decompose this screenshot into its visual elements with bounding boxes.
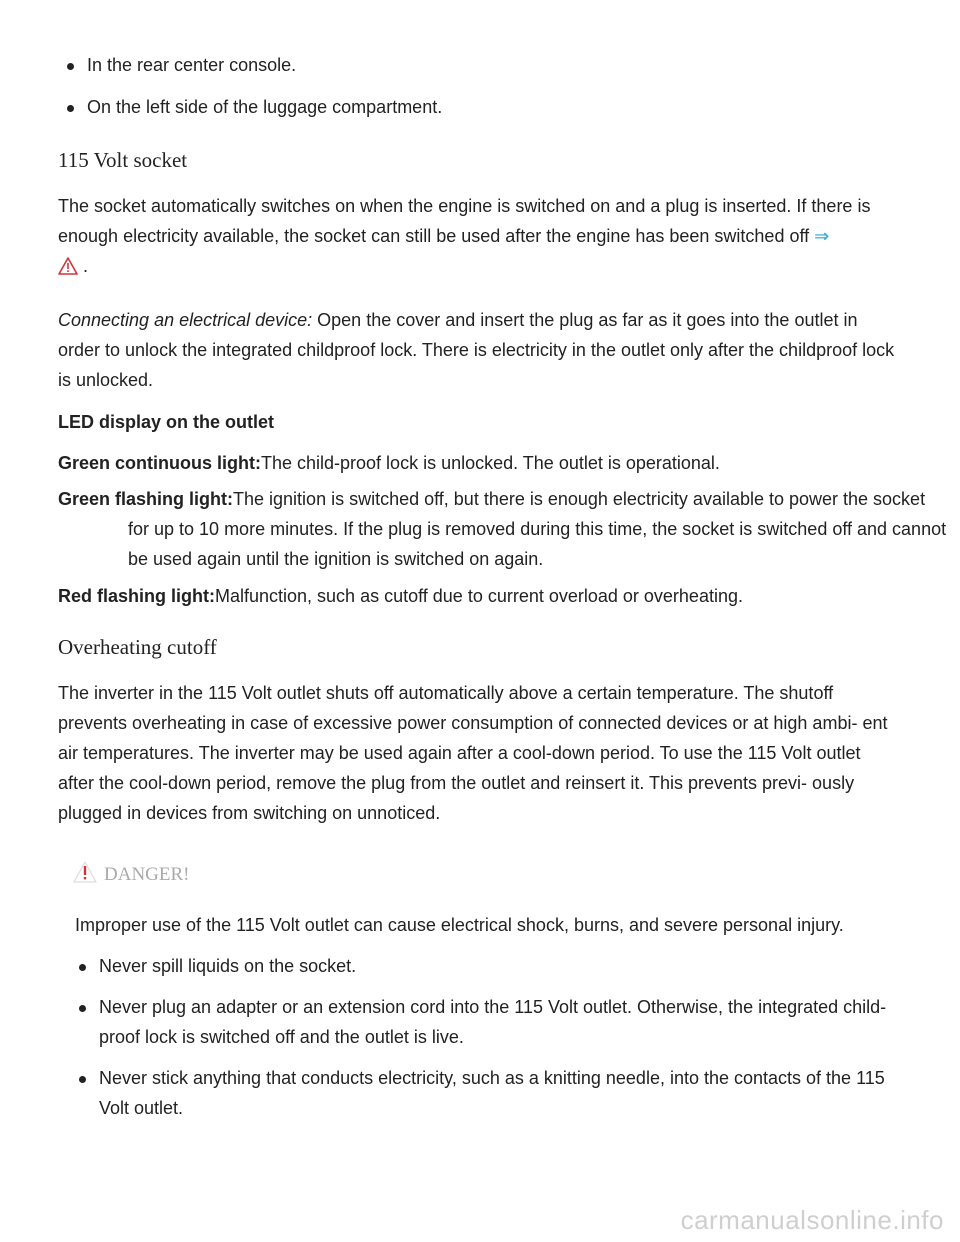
led-term: Green flashing light: [58,489,234,509]
list-item: On the left side of the luggage compartment. [58,92,898,122]
led-item-green-flashing [58,484,948,574]
led-desc: The ignition is switched off, but there is enough electricity available to power the socket for up to 10 more minutes. If the plug is removed during this time, the socket is switched off and cannot be used again until the ignition is switched on again. [128,489,947,569]
danger-label: DANGER! [104,864,190,885]
danger-heading [72,860,190,889]
warning-icon[interactable] [58,254,78,284]
location-list [58,50,898,134]
danger-text: Improper use of the 115 Volt outlet can cause electrical shock, burns, and severe personal injury. [75,915,844,935]
led-desc: The child-proof lock is unlocked. The outlet is operational. [261,453,720,473]
socket-description-text: The socket automatically switches on when the engine is switched on and a plug is inserted. If there is enough electricity available, the socket can still be used after the engine has been switched off [58,196,871,246]
list-item: Never spill liquids on the socket. [70,951,900,981]
danger-icon [72,860,98,884]
led-term: Red flashing light: [58,586,215,606]
connecting-device-lead: Connecting an electrical device: [58,310,313,330]
list-item: In the rear center console. [58,50,898,80]
sentence-end: . [83,256,89,276]
section-title-overheating-cutoff: Overheating cutoff [58,635,217,659]
led-desc: Malfunction, such as cutoff due to current overload or overheating. [215,586,743,606]
led-display-heading: LED display on the outlet [58,412,275,432]
led-item-red-flashing [58,581,878,611]
section-title-115-volt-socket: 115 Volt socket [58,148,188,172]
cross-reference-arrow[interactable]: ⇒ [814,226,830,246]
connecting-device-paragraph [58,305,898,395]
list-item: Never plug an adapter or an extension cord into the 115 Volt outlet. Otherwise, the integrated child-proof lock is switched off and the outlet is live. [70,992,900,1052]
overheating-paragraph: The inverter in the 115 Volt outlet shuts off automatically above a certain temperature. The shutoff prevents overheating in case of excessive power consumption of connected devices or at high ambi- ent air temperatures. The inverter may be used again after a cool-down period. To use the 115 Volt outlet after the cool-down period, remove the plug from the outlet and reinsert it. This prevents previ- ously plugged in devices from switching on unnoticed. [58,683,888,823]
led-term: Green continuous light: [58,453,261,473]
led-item-green-continuous [58,448,878,478]
socket-description [58,191,898,284]
list-item: Never stick anything that conducts electricity, such as a knitting needle, into the contacts of the 115 Volt outlet. [70,1063,900,1123]
connecting-device-text: Open the cover and insert the plug as far as it goes into the outlet in order to unlock the integrated childproof lock. There is electricity in the outlet only after the childproof lock is unlocked. [58,310,895,390]
danger-list [70,951,900,1134]
watermark: carmanualsonline.info [680,1205,944,1235]
